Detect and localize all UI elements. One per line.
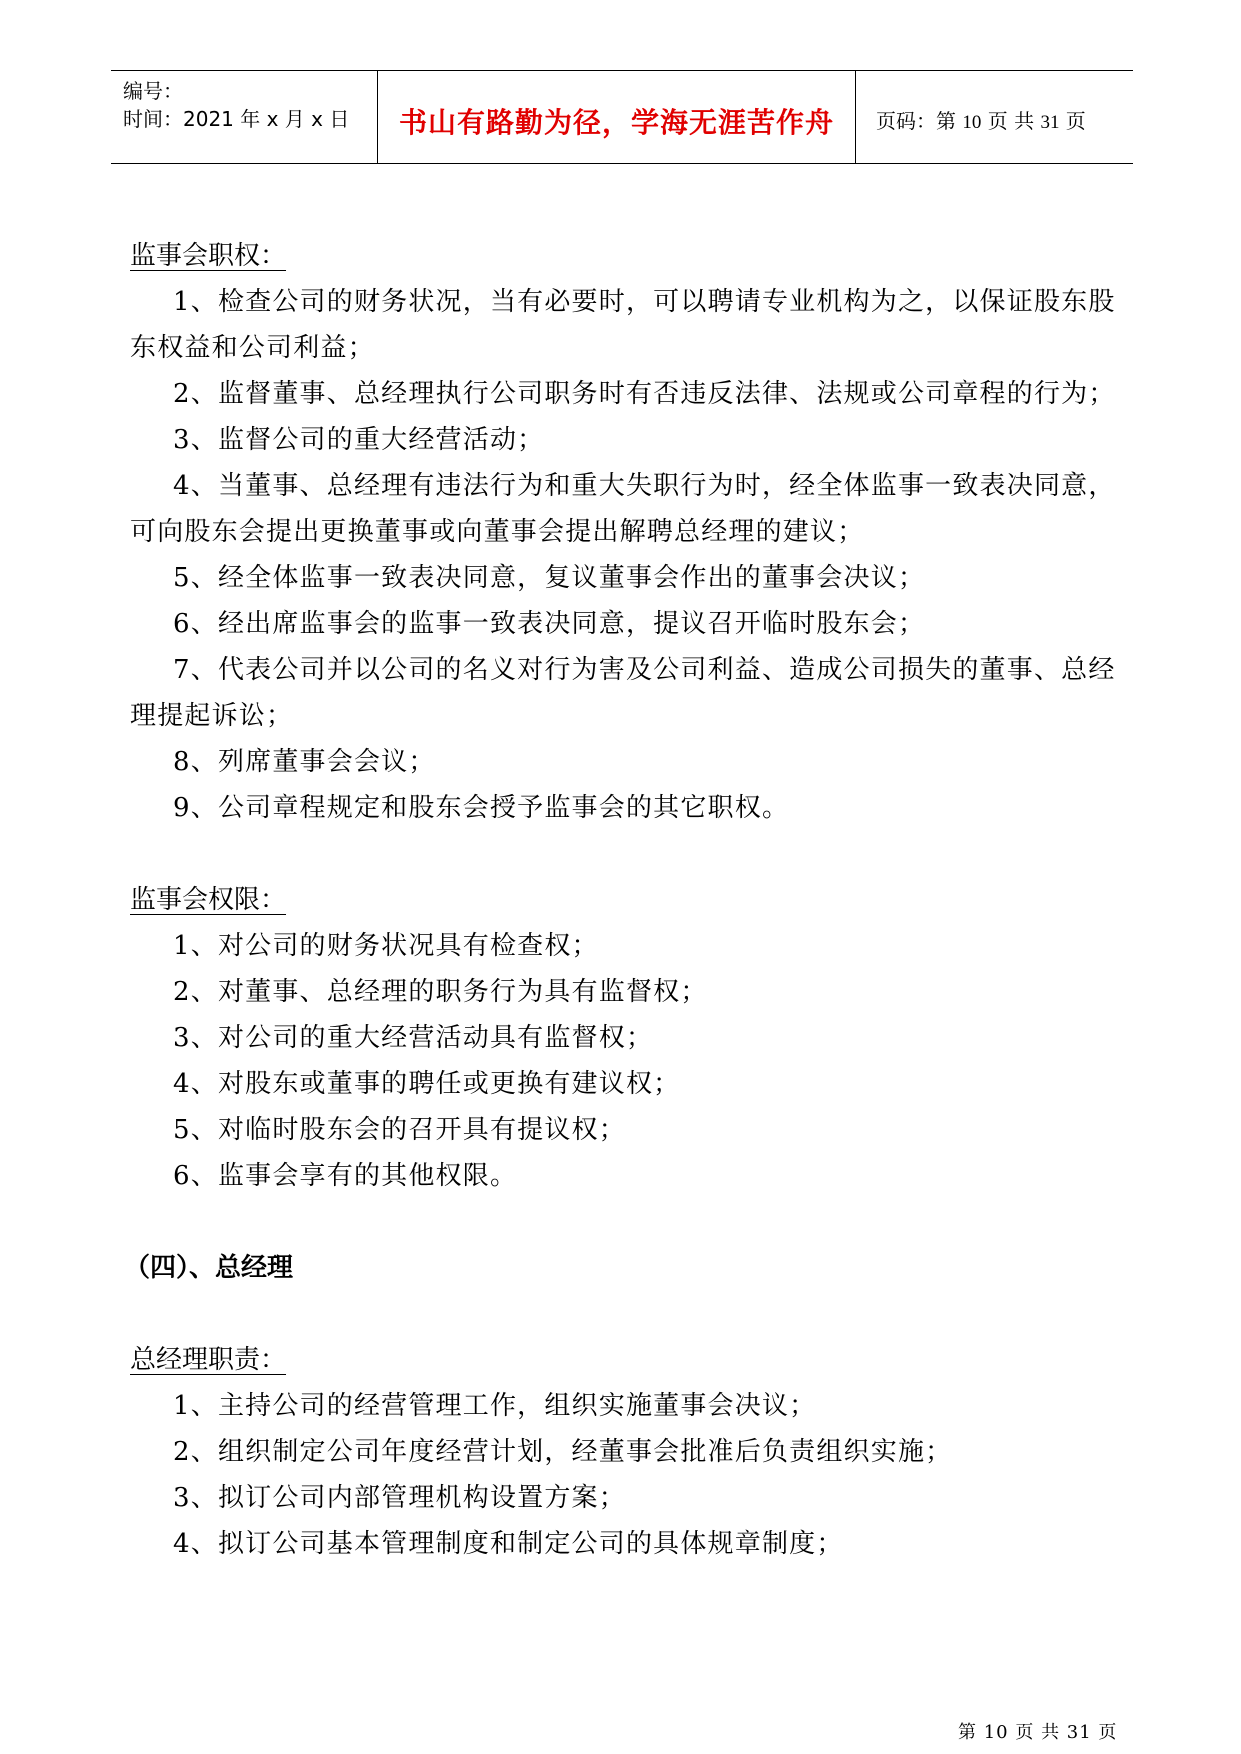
spacer xyxy=(130,1199,1120,1245)
header-left-cell xyxy=(111,71,378,163)
list-item: 3、拟订公司内部管理机构设置方案； xyxy=(173,1483,626,1513)
list-item: 4、拟订公司基本管理制度和制定公司的具体规章制度； xyxy=(173,1529,844,1559)
list-item: 1、对公司的财务状况具有检查权； xyxy=(173,931,599,961)
spacer xyxy=(130,1291,1120,1337)
page-code-middle: 页 共 xyxy=(981,109,1041,133)
list-item: 6、经出席监事会的监事一致表决同意，提议召开临时股东会； xyxy=(173,609,926,639)
header-right-cell xyxy=(856,71,1133,163)
header-page-code xyxy=(876,105,1086,134)
list-item: 2、组织制定公司年度经营计划，经董事会批准后负责组织实施； xyxy=(173,1437,953,1467)
page-current-number: 10 xyxy=(962,112,982,133)
list-item: 7、代表公司并以公司的名义对行为害及公司利益、造成公司损失的董事、总经理提起诉讼； xyxy=(130,655,1116,731)
list-item: 4、当董事、总经理有违法行为和重大失职行为时，经全体监事一致表决同意，可向股东会提出更换董事或向董事会提出解聘总经理的建议； xyxy=(130,471,1116,547)
list-item: 5、对临时股东会的召开具有提议权； xyxy=(173,1115,626,1145)
document-time-label: 时间：2021 年 x 月 x 日 xyxy=(123,107,350,131)
page-footer: 第 10 页 共 31 页 xyxy=(958,1722,1118,1743)
page-total-number: 31 xyxy=(1040,112,1060,133)
list-item: 3、对公司的重大经营活动具有监督权； xyxy=(173,1023,654,1053)
gm-duties-heading: 总经理职责： xyxy=(130,1345,287,1375)
supervisory-limits-heading: 监事会权限： xyxy=(130,885,287,915)
list-item: 5、经全体监事一致表决同意，复议董事会作出的董事会决议； xyxy=(173,563,926,593)
list-item: 1、主持公司的经营管理工作，组织实施董事会决议； xyxy=(173,1391,817,1421)
header-motto: 书山有路勤为径，学海无涯苦作舟 xyxy=(398,106,834,139)
list-item: 6、监事会享有的其他权限。 xyxy=(173,1161,518,1191)
header-middle-cell xyxy=(378,71,856,163)
list-item: 2、监督董事、总经理执行公司职务时有否违反法律、法规或公司章程的行为； xyxy=(173,379,1116,409)
list-item: 1、检查公司的财务状况，当有必要时，可以聘请专业机构为之，以保证股东股东权益和公司利益； xyxy=(130,287,1116,363)
section-title: （四）、总经理 xyxy=(124,1253,294,1283)
list-item: 4、对股东或董事的聘任或更换有建议权； xyxy=(173,1069,681,1099)
list-item: 9、公司章程规定和股东会授予监事会的其它职权。 xyxy=(173,793,790,823)
page-code-suffix: 页 xyxy=(1059,109,1086,133)
spacer xyxy=(130,831,1120,877)
list-item: 3、监督公司的重大经营活动； xyxy=(173,425,545,455)
document-body xyxy=(124,233,1120,1567)
page-code-prefix: 页码：第 xyxy=(876,109,963,133)
list-item: 2、对董事、总经理的职务行为具有监督权； xyxy=(173,977,708,1007)
list-item: 8、列席董事会会议； xyxy=(173,747,436,777)
page-header xyxy=(111,70,1133,164)
document-code-label: 编号： xyxy=(123,79,183,103)
supervisory-duties-heading: 监事会职权： xyxy=(130,241,287,271)
